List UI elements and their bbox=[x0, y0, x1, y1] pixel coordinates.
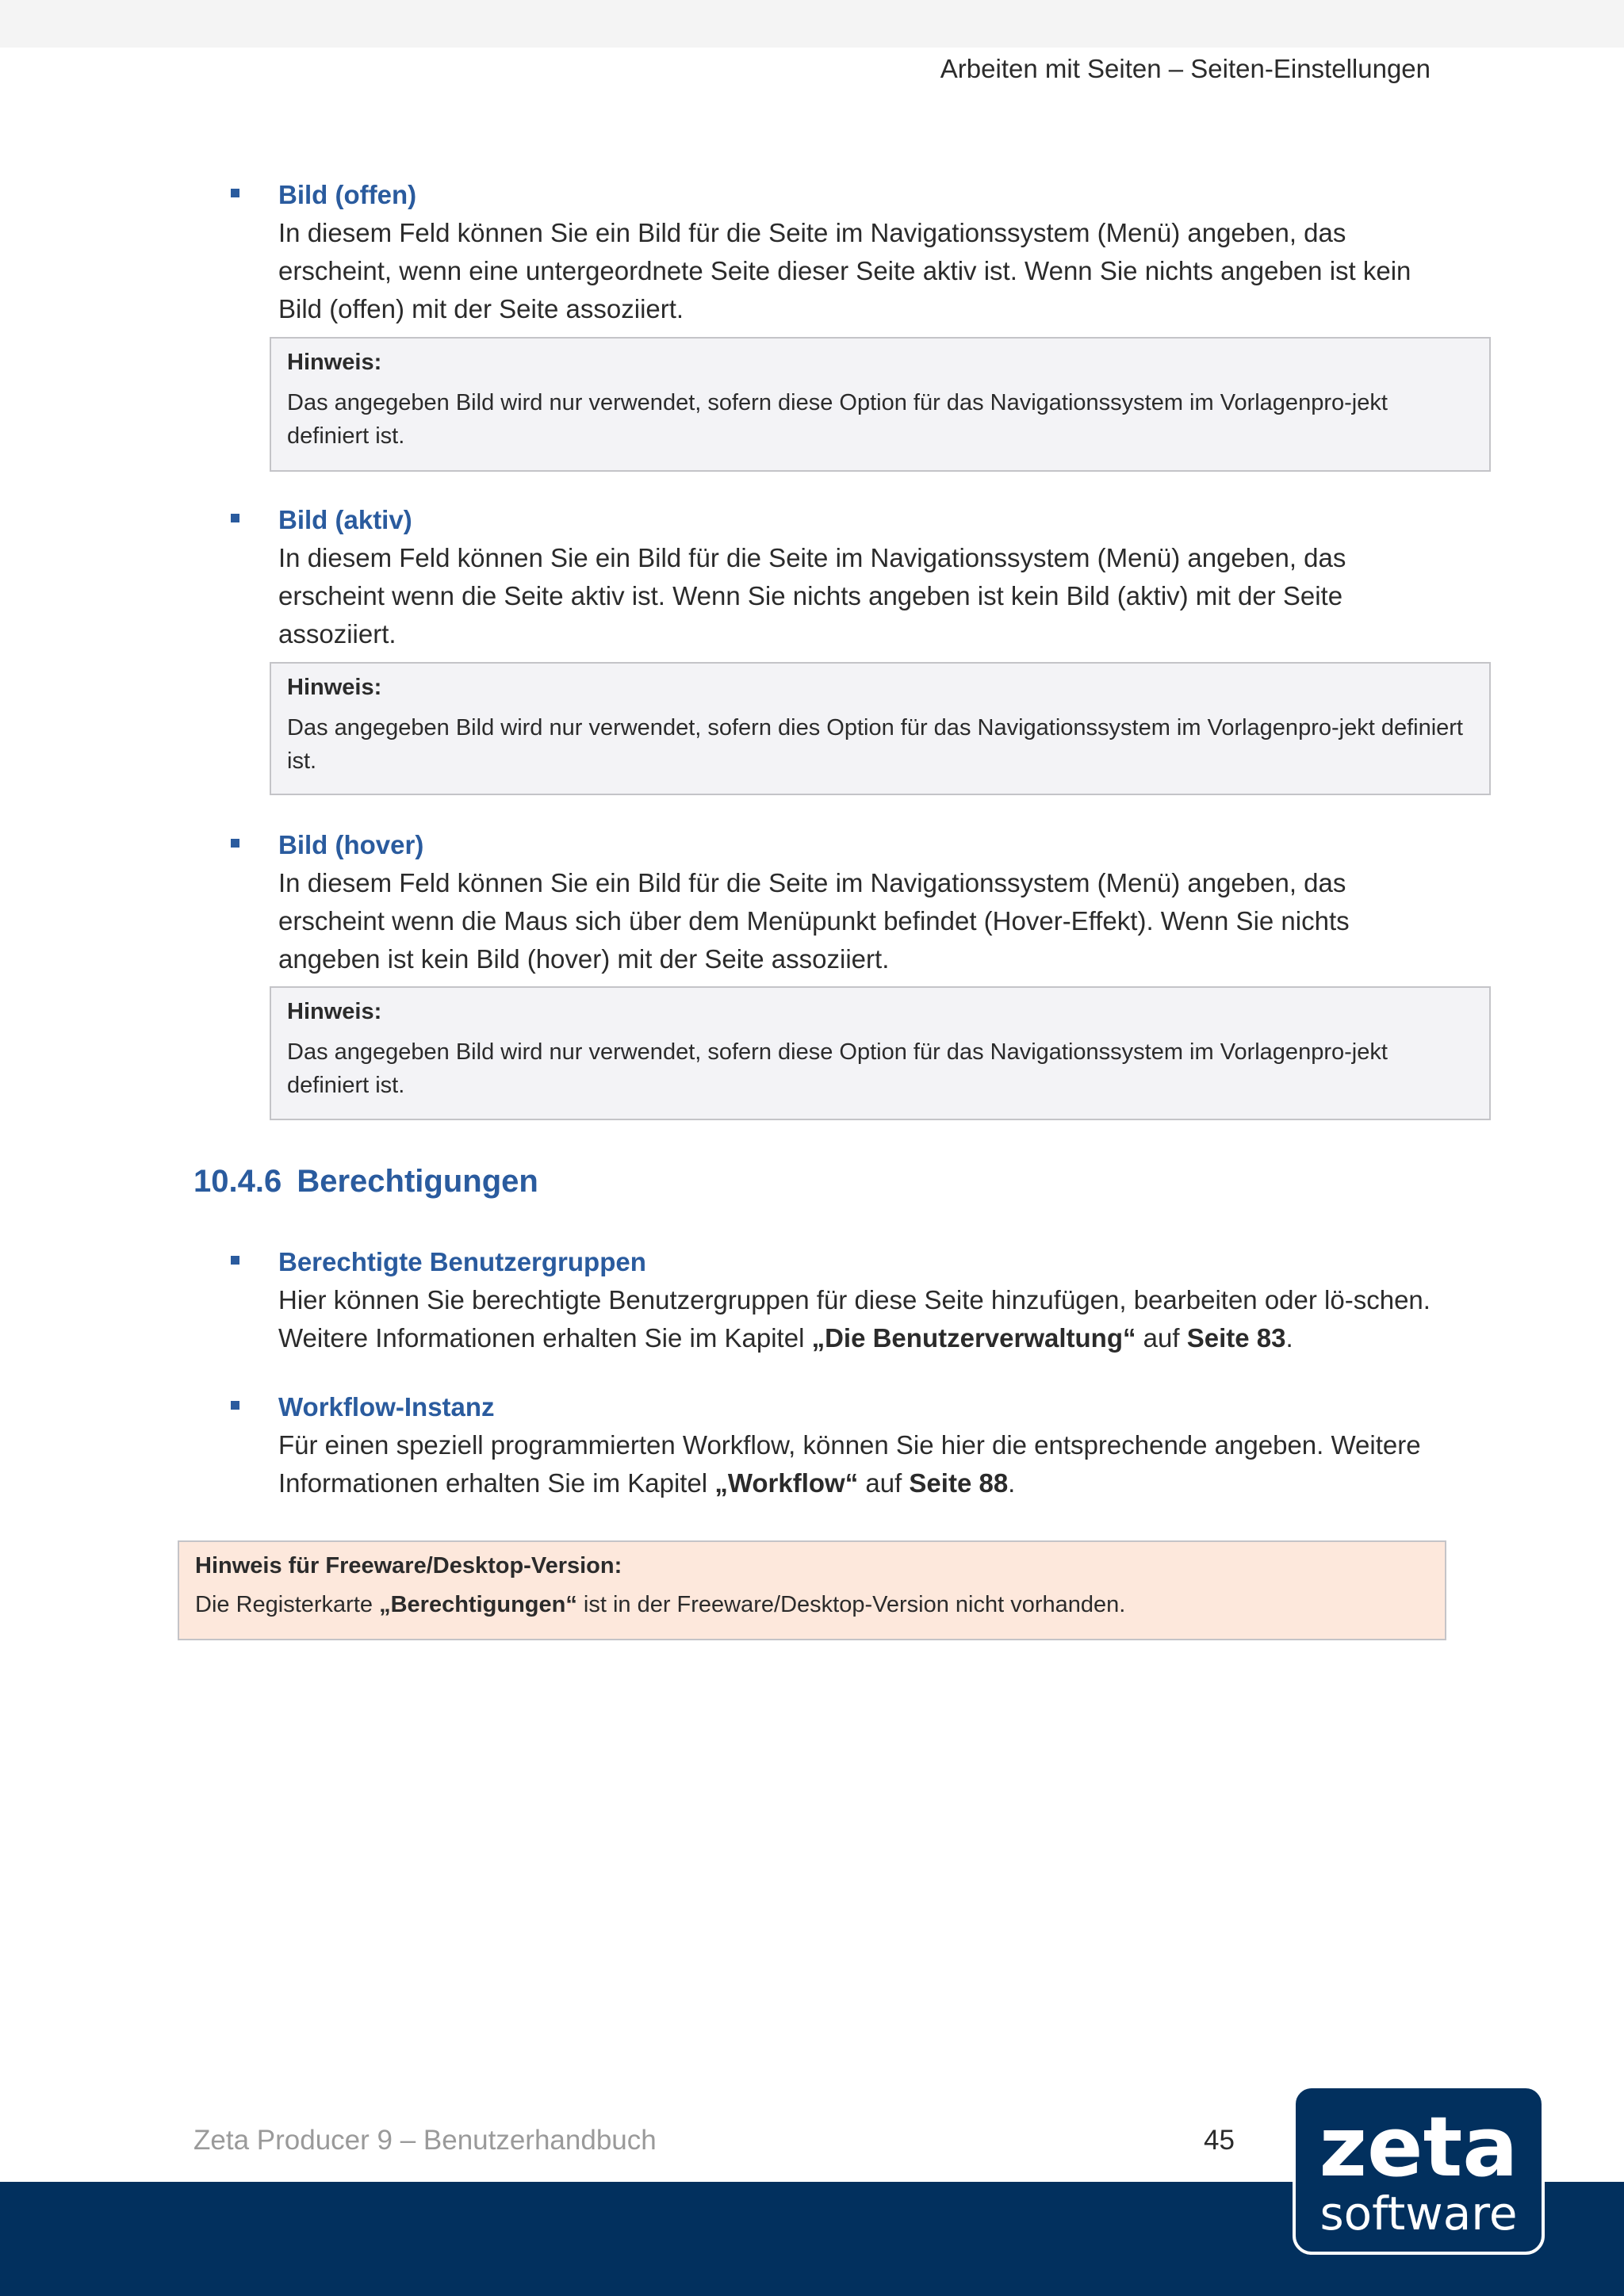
list-item-bild-offen bbox=[233, 176, 1438, 328]
footer-doc-title: Zeta Producer 9 – Benutzerhandbuch bbox=[193, 2125, 657, 2156]
logo-graphic bbox=[1296, 2088, 1542, 2252]
page-reference: Seite 88 bbox=[909, 1468, 1009, 1498]
text-segment: Für einen speziell programmierten Workflow, können Sie hier die entsprechende angeben. Weitere Informationen erhalten Sie im Kapitel bbox=[278, 1430, 1421, 1498]
text-segment: . bbox=[1285, 1323, 1293, 1353]
page-number: 45 bbox=[1204, 2125, 1235, 2156]
text-segment: Die Registerkarte bbox=[195, 1592, 380, 1617]
item-title: Berechtigte Benutzergruppen bbox=[278, 1247, 646, 1276]
text-segment: auf bbox=[1136, 1323, 1187, 1353]
tab-reference: „Berechtigungen“ bbox=[379, 1592, 577, 1617]
list-item-bild-aktiv bbox=[233, 501, 1438, 653]
list-item-benutzergruppen bbox=[233, 1243, 1438, 1357]
item-text bbox=[278, 1426, 1438, 1502]
item-title: Bild (aktiv) bbox=[278, 505, 412, 534]
logo-word-bottom: software bbox=[1320, 2187, 1518, 2241]
section-title: Berechtigungen bbox=[297, 1164, 538, 1199]
section-heading bbox=[193, 1164, 538, 1200]
bullet-icon bbox=[231, 514, 239, 522]
freeware-hint-title: Hinweis für Freeware/Desktop-Version: bbox=[195, 1553, 622, 1578]
running-header: Arbeiten mit Seiten – Seiten-Einstellungen bbox=[940, 54, 1431, 83]
hint-box bbox=[270, 337, 1491, 472]
text-segment: . bbox=[1008, 1468, 1016, 1498]
freeware-hint-box bbox=[178, 1540, 1446, 1640]
bullet-icon bbox=[231, 189, 239, 197]
bullet-icon bbox=[231, 1401, 239, 1410]
logo-word-top: zeta bbox=[1319, 2099, 1519, 2195]
text-segment: Hier können Sie berechtigte Benutzergruppen für diese Seite hinzufügen, bearbeiten oder lö-schen. Weitere Informationen erhalten Sie im Kapitel bbox=[278, 1285, 1431, 1353]
page-reference: Seite 83 bbox=[1186, 1323, 1286, 1353]
chapter-reference: „Die Benutzerverwaltung“ bbox=[811, 1323, 1136, 1353]
hint-text: Das angegeben Bild wird nur verwendet, sofern diese Option für das Navigationssystem im Vorlagenpro-jekt definiert ist. bbox=[287, 1039, 1388, 1098]
zeta-software-logo bbox=[1293, 2085, 1545, 2255]
top-bar bbox=[0, 0, 1624, 48]
hint-box bbox=[270, 662, 1491, 795]
chapter-reference: „Workflow“ bbox=[714, 1468, 859, 1498]
item-title: Workflow-Instanz bbox=[278, 1392, 495, 1422]
item-text bbox=[278, 1281, 1438, 1357]
text-segment: auf bbox=[858, 1468, 910, 1498]
list-item-bild-hover bbox=[233, 826, 1438, 978]
section-number: 10.4.6 bbox=[193, 1164, 282, 1199]
hint-text: Das angegeben Bild wird nur verwendet, sofern dies Option für das Navigationssystem im Vorlagenpro-jekt definiert ist. bbox=[287, 715, 1463, 774]
hint-title: Hinweis: bbox=[287, 675, 382, 700]
hint-title: Hinweis: bbox=[287, 999, 382, 1024]
hint-title: Hinweis: bbox=[287, 350, 382, 375]
item-text: In diesem Feld können Sie ein Bild für die Seite im Navigationssystem (Menü) angeben, das erscheint wenn die Maus sich über dem Menüpunkt befindet (Hover-Effekt). Wenn Sie nichts angeben ist kein Bild (hover) mit der Seite assoziiert. bbox=[278, 868, 1350, 974]
item-text: In diesem Feld können Sie ein Bild für die Seite im Navigationssystem (Menü) angeben, das erscheint wenn die Seite aktiv ist. Wenn Sie nichts angeben ist kein Bild (aktiv) mit der Seite assoziiert. bbox=[278, 543, 1346, 649]
bullet-icon bbox=[231, 1256, 239, 1265]
item-title: Bild (hover) bbox=[278, 830, 424, 859]
text-segment: ist in der Freeware/Desktop-Version nicht vorhanden. bbox=[576, 1592, 1126, 1617]
hint-text: Das angegeben Bild wird nur verwendet, sofern diese Option für das Navigationssystem im Vorlagenpro-jekt definiert ist. bbox=[287, 390, 1388, 449]
bullet-icon bbox=[231, 839, 239, 848]
hint-box bbox=[270, 986, 1491, 1120]
item-text: In diesem Feld können Sie ein Bild für die Seite im Navigationssystem (Menü) angeben, das erscheint, wenn eine untergeordnete Seite dieser Seite aktiv ist. Wenn Sie nichts angeben ist kein Bild (offen) mit der Seite assoziiert. bbox=[278, 218, 1411, 323]
item-title: Bild (offen) bbox=[278, 180, 417, 209]
list-item-workflow-instanz bbox=[233, 1388, 1438, 1502]
freeware-hint-text bbox=[195, 1588, 1429, 1621]
